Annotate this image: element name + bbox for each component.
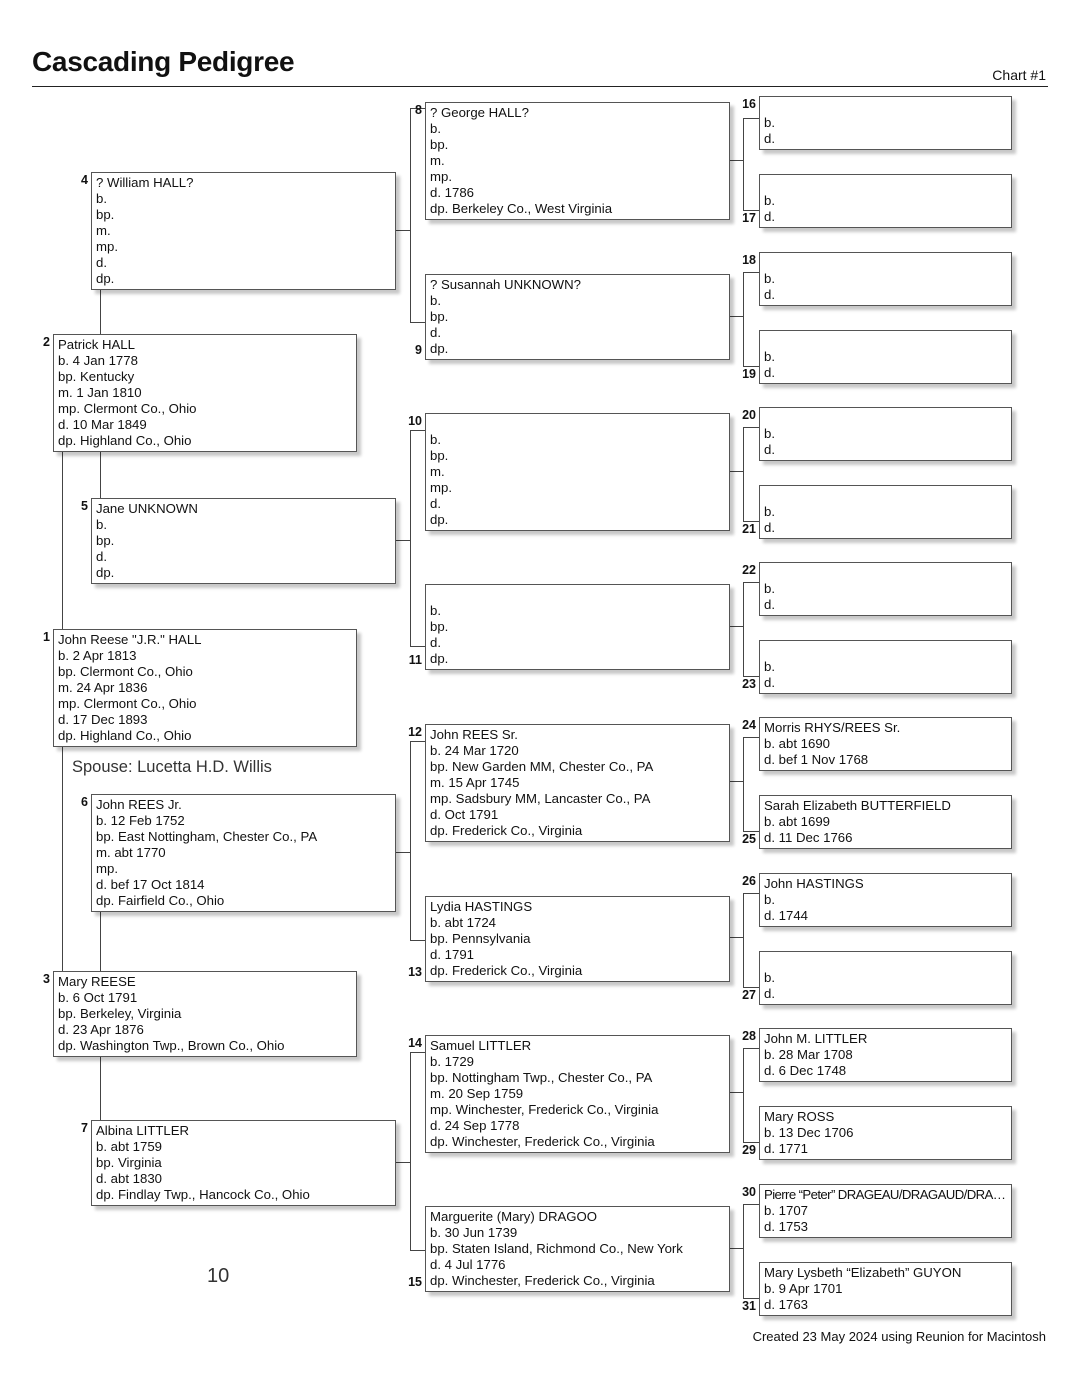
person-detail: b. 12 Feb 1752 bbox=[96, 813, 185, 828]
connector-line bbox=[100, 912, 101, 971]
person-box-28 bbox=[759, 1028, 1012, 1082]
person-detail: b. 28 Mar 1708 bbox=[764, 1047, 853, 1062]
person-number: 31 bbox=[742, 1299, 756, 1313]
person-detail: dp. Washington Twp., Brown Co., Ohio bbox=[58, 1038, 285, 1053]
person-name: Lydia HASTINGS bbox=[430, 899, 533, 914]
person-detail: b. bbox=[96, 517, 107, 532]
person-name: ? Susannah UNKNOWN? bbox=[430, 277, 581, 292]
chart-number: Chart #1 bbox=[992, 67, 1046, 83]
person-detail: dp. Berkeley Co., West Virginia bbox=[430, 201, 613, 216]
person-detail: d. bbox=[764, 209, 775, 224]
person-name: John Reese "J.R." HALL bbox=[58, 632, 202, 647]
person-detail: mp. Winchester, Frederick Co., Virginia bbox=[430, 1102, 659, 1117]
connector-line bbox=[743, 272, 759, 273]
person-detail: d. 10 Mar 1849 bbox=[58, 417, 147, 432]
person-detail: d. abt 1830 bbox=[96, 1171, 162, 1186]
person-detail: b. abt 1690 bbox=[764, 736, 830, 751]
person-name: ? George HALL? bbox=[430, 105, 529, 120]
person-number: 12 bbox=[408, 725, 422, 739]
person-number: 2 bbox=[43, 335, 50, 349]
person-number: 24 bbox=[742, 718, 756, 732]
person-number: 25 bbox=[742, 832, 756, 846]
person-box-23 bbox=[759, 640, 1012, 694]
person-detail: m. abt 1770 bbox=[96, 845, 166, 860]
person-detail: d. 1763 bbox=[764, 1297, 808, 1312]
person-detail: d. 23 Apr 1876 bbox=[58, 1022, 144, 1037]
person-name bbox=[764, 177, 1007, 193]
header-rule bbox=[32, 86, 1048, 87]
person-detail: bp. Pennsylvania bbox=[430, 931, 531, 946]
person-detail: mp. bbox=[96, 861, 118, 876]
connector-line bbox=[410, 322, 425, 323]
connector-line bbox=[743, 582, 759, 583]
person-box-18 bbox=[759, 252, 1012, 306]
connector-line bbox=[396, 1162, 410, 1163]
person-box-24 bbox=[759, 717, 1012, 771]
person-detail: dp. bbox=[96, 565, 115, 580]
person-number: 30 bbox=[742, 1185, 756, 1199]
person-number: 28 bbox=[742, 1029, 756, 1043]
person-detail: d. bbox=[764, 442, 775, 457]
person-box-6 bbox=[91, 794, 396, 912]
person-box-1 bbox=[53, 629, 357, 747]
person-detail: dp. Fairfield Co., Ohio bbox=[96, 893, 225, 908]
person-detail: b. 30 Jun 1739 bbox=[430, 1225, 518, 1240]
connector-line bbox=[729, 1248, 743, 1249]
person-box-4 bbox=[91, 172, 396, 290]
person-detail: d. bbox=[430, 325, 441, 340]
person-detail: d. bef 1 Nov 1768 bbox=[764, 752, 869, 767]
person-detail: d. bbox=[430, 635, 441, 650]
connector-line bbox=[396, 230, 410, 231]
person-name: Mary ROSS bbox=[764, 1109, 835, 1124]
connector-line bbox=[410, 1052, 425, 1053]
person-detail: dp. Winchester, Frederick Co., Virginia bbox=[430, 1273, 655, 1288]
person-number: 1 bbox=[43, 630, 50, 644]
person-detail: bp. Kentucky bbox=[58, 369, 135, 384]
person-detail: dp. Frederick Co., Virginia bbox=[430, 823, 583, 838]
connector-line bbox=[62, 747, 63, 971]
person-detail: m. bbox=[430, 464, 445, 479]
connector-line bbox=[743, 737, 744, 831]
person-box-10 bbox=[425, 413, 730, 531]
person-detail: d. 1753 bbox=[764, 1219, 808, 1234]
person-number: 5 bbox=[81, 499, 88, 513]
person-box-22 bbox=[759, 562, 1012, 616]
person-detail: d. 11 Dec 1766 bbox=[764, 830, 853, 845]
person-detail: d. bbox=[764, 365, 775, 380]
person-number: 20 bbox=[742, 408, 756, 422]
person-number: 21 bbox=[742, 522, 756, 536]
person-detail: d. 17 Dec 1893 bbox=[58, 712, 148, 727]
person-box-8 bbox=[425, 102, 730, 220]
person-detail: b. bbox=[764, 349, 775, 364]
person-name: Pierre “Peter” DRAGEAU/DRAGAUD/DRA… bbox=[764, 1187, 1006, 1202]
person-detail: bp. bbox=[96, 207, 115, 222]
connector-line bbox=[396, 852, 410, 853]
connector-line bbox=[410, 1052, 411, 1250]
person-box-5 bbox=[91, 498, 396, 584]
person-detail: d. 1771 bbox=[764, 1141, 808, 1156]
connector-line bbox=[100, 452, 101, 498]
person-detail: d. 1786 bbox=[430, 185, 474, 200]
connector-line bbox=[729, 1092, 743, 1093]
connector-line bbox=[396, 540, 410, 541]
person-number: 4 bbox=[81, 173, 88, 187]
person-detail: bp. bbox=[430, 137, 449, 152]
connector-line bbox=[743, 427, 744, 521]
connector-line bbox=[410, 1250, 425, 1251]
person-detail: d. 4 Jul 1776 bbox=[430, 1257, 506, 1272]
connector-line bbox=[100, 290, 101, 334]
connector-line bbox=[729, 316, 743, 317]
connector-line bbox=[410, 646, 425, 647]
person-detail: d. bbox=[764, 597, 775, 612]
person-box-3 bbox=[53, 971, 357, 1057]
person-name: Patrick HALL bbox=[58, 337, 135, 352]
person-number: 8 bbox=[415, 103, 422, 117]
person-number: 22 bbox=[742, 563, 756, 577]
connector-line bbox=[410, 430, 425, 431]
person-name bbox=[764, 410, 1007, 426]
person-detail: b. 1707 bbox=[764, 1203, 808, 1218]
person-detail: mp. Clermont Co., Ohio bbox=[58, 401, 197, 416]
person-detail: b. bbox=[764, 581, 775, 596]
person-detail: m. 24 Apr 1836 bbox=[58, 680, 148, 695]
person-number: 29 bbox=[742, 1143, 756, 1157]
person-name: ? William HALL? bbox=[96, 175, 194, 190]
person-name bbox=[430, 587, 725, 603]
person-box-13 bbox=[425, 896, 730, 982]
person-name bbox=[764, 643, 1007, 659]
person-detail: bp. Clermont Co., Ohio bbox=[58, 664, 193, 679]
person-number: 16 bbox=[742, 97, 756, 111]
person-name bbox=[764, 565, 1007, 581]
connector-line bbox=[729, 937, 743, 938]
person-detail: mp. bbox=[430, 480, 452, 495]
person-detail: m. 15 Apr 1745 bbox=[430, 775, 520, 790]
person-detail: dp. Winchester, Frederick Co., Virginia bbox=[430, 1134, 655, 1149]
person-detail: d. 24 Sep 1778 bbox=[430, 1118, 520, 1133]
person-detail: d. bbox=[96, 549, 107, 564]
person-detail: bp. bbox=[430, 619, 449, 634]
person-box-31 bbox=[759, 1262, 1012, 1316]
connector-line bbox=[743, 893, 759, 894]
connector-line bbox=[743, 1048, 744, 1142]
person-detail: dp. Frederick Co., Virginia bbox=[430, 963, 583, 978]
person-box-9 bbox=[425, 274, 730, 360]
person-detail: m. 20 Sep 1759 bbox=[430, 1086, 524, 1101]
person-detail: bp. bbox=[96, 533, 115, 548]
person-box-15 bbox=[425, 1206, 730, 1292]
person-name: Sarah Elizabeth BUTTERFIELD bbox=[764, 798, 951, 813]
person-detail: mp. Sadsbury MM, Lancaster Co., PA bbox=[430, 791, 651, 806]
person-box-20 bbox=[759, 407, 1012, 461]
person-detail: d. bbox=[96, 255, 107, 270]
person-detail: b. bbox=[764, 271, 775, 286]
person-box-21 bbox=[759, 485, 1012, 539]
person-detail: m. bbox=[430, 153, 445, 168]
person-detail: d. bbox=[764, 287, 775, 302]
person-box-11 bbox=[425, 584, 730, 670]
person-detail: b. bbox=[764, 659, 775, 674]
person-detail: dp. bbox=[430, 341, 449, 356]
connector-line bbox=[410, 741, 411, 940]
connector-line bbox=[743, 893, 744, 987]
person-detail: dp. bbox=[430, 651, 449, 666]
person-box-17 bbox=[759, 174, 1012, 228]
person-name bbox=[764, 333, 1007, 349]
person-box-16 bbox=[759, 96, 1012, 150]
person-detail: bp. New Garden MM, Chester Co., PA bbox=[430, 759, 654, 774]
person-name bbox=[764, 255, 1007, 271]
person-detail: d. bef 17 Oct 1814 bbox=[96, 877, 205, 892]
person-detail: b. bbox=[96, 191, 107, 206]
connector-line bbox=[743, 118, 744, 210]
connector-line bbox=[729, 471, 743, 472]
person-detail: d. Oct 1791 bbox=[430, 807, 499, 822]
person-detail: bp. Berkeley, Virginia bbox=[58, 1006, 182, 1021]
person-number: 17 bbox=[742, 211, 756, 225]
person-detail: b. abt 1699 bbox=[764, 814, 830, 829]
person-detail: b. 6 Oct 1791 bbox=[58, 990, 138, 1005]
connector-line bbox=[743, 1204, 744, 1298]
person-box-14 bbox=[425, 1035, 730, 1153]
person-number: 7 bbox=[81, 1121, 88, 1135]
person-detail: d. 1791 bbox=[430, 947, 474, 962]
person-detail: d. bbox=[764, 986, 775, 1001]
person-name: Morris RHYS/REES Sr. bbox=[764, 720, 901, 735]
person-detail: dp. Highland Co., Ohio bbox=[58, 728, 192, 743]
person-name bbox=[764, 954, 1007, 970]
person-box-19 bbox=[759, 330, 1012, 384]
person-name bbox=[430, 416, 725, 432]
person-detail: b. 24 Mar 1720 bbox=[430, 743, 519, 758]
person-detail: dp. bbox=[430, 512, 449, 527]
person-detail: mp. Clermont Co., Ohio bbox=[58, 696, 197, 711]
person-detail: d. 1744 bbox=[764, 908, 808, 923]
person-box-2 bbox=[53, 334, 357, 452]
person-box-29 bbox=[759, 1106, 1012, 1160]
person-detail: mp. bbox=[430, 169, 452, 184]
person-number: 19 bbox=[742, 367, 756, 381]
connector-line bbox=[410, 940, 425, 941]
page-title: Cascading Pedigree bbox=[32, 46, 295, 77]
person-box-7 bbox=[91, 1120, 396, 1206]
person-number: 13 bbox=[408, 965, 422, 979]
person-name: Mary Lysbeth “Elizabeth” GUYON bbox=[764, 1265, 962, 1280]
person-detail: b. 2 Apr 1813 bbox=[58, 648, 137, 663]
person-detail: b. 1729 bbox=[430, 1054, 474, 1069]
person-detail: b. abt 1759 bbox=[96, 1139, 162, 1154]
person-detail: bp. bbox=[430, 448, 449, 463]
connector-line bbox=[100, 1057, 101, 1120]
person-detail: d. bbox=[430, 496, 441, 511]
person-detail: dp. Highland Co., Ohio bbox=[58, 433, 192, 448]
person-name: John REES Jr. bbox=[96, 797, 182, 812]
person-detail: bp. Nottingham Twp., Chester Co., PA bbox=[430, 1070, 653, 1085]
person-detail: m. 1 Jan 1810 bbox=[58, 385, 142, 400]
person-detail: dp. Findlay Twp., Hancock Co., Ohio bbox=[96, 1187, 310, 1202]
person-detail: b. 9 Apr 1701 bbox=[764, 1281, 843, 1296]
person-number: 6 bbox=[81, 795, 88, 809]
person-number: 18 bbox=[742, 253, 756, 267]
connector-line bbox=[729, 781, 743, 782]
person-detail: mp. bbox=[96, 239, 118, 254]
person-detail: b. bbox=[764, 970, 775, 985]
connector-line bbox=[743, 1204, 759, 1205]
person-name bbox=[764, 488, 1007, 504]
person-name: John REES Sr. bbox=[430, 727, 518, 742]
person-name: John HASTINGS bbox=[764, 876, 864, 891]
person-box-12 bbox=[425, 724, 730, 842]
person-detail: b. bbox=[764, 426, 775, 441]
person-box-30 bbox=[759, 1184, 1012, 1238]
person-detail: b. bbox=[430, 603, 441, 618]
connector-line bbox=[743, 118, 759, 119]
person-box-26 bbox=[759, 873, 1012, 927]
person-name: John M. LITTLER bbox=[764, 1031, 868, 1046]
person-detail: b. bbox=[430, 432, 441, 447]
connector-line bbox=[62, 452, 63, 629]
person-name bbox=[764, 99, 1007, 115]
person-number: 23 bbox=[742, 677, 756, 691]
connector-line bbox=[743, 582, 744, 676]
person-box-27 bbox=[759, 951, 1012, 1005]
person-number: 11 bbox=[408, 653, 422, 667]
person-detail: b. bbox=[430, 293, 441, 308]
connector-line bbox=[729, 160, 743, 161]
person-detail: b. bbox=[764, 892, 775, 907]
person-detail: b. bbox=[764, 504, 775, 519]
person-name: Mary REESE bbox=[58, 974, 136, 989]
person-number: 10 bbox=[408, 414, 422, 428]
person-detail: d. bbox=[764, 131, 775, 146]
person-name: Jane UNKNOWN bbox=[96, 501, 198, 516]
person-number: 27 bbox=[742, 988, 756, 1002]
connector-line bbox=[743, 737, 759, 738]
person-detail: dp. bbox=[96, 271, 115, 286]
person-detail: bp. East Nottingham, Chester Co., PA bbox=[96, 829, 318, 844]
connector-line bbox=[410, 741, 425, 742]
connector-line bbox=[410, 430, 411, 646]
person-detail: b. 4 Jan 1778 bbox=[58, 353, 138, 368]
person-number: 15 bbox=[408, 1275, 422, 1289]
person-detail: b. abt 1724 bbox=[430, 915, 496, 930]
person-detail: d. bbox=[764, 675, 775, 690]
connector-line bbox=[743, 427, 759, 428]
person-detail: d. bbox=[764, 520, 775, 535]
connector-line bbox=[729, 626, 743, 627]
page-number: 10 bbox=[207, 1265, 230, 1287]
person-name: Marguerite (Mary) DRAGOO bbox=[430, 1209, 598, 1224]
person-detail: bp. Virginia bbox=[96, 1155, 162, 1170]
person-box-25 bbox=[759, 795, 1012, 849]
person-number: 14 bbox=[408, 1036, 422, 1050]
person-detail: b. bbox=[764, 193, 775, 208]
person-detail: bp. bbox=[430, 309, 449, 324]
person-number: 3 bbox=[43, 972, 50, 986]
person-detail: bp. Staten Island, Richmond Co., New York bbox=[430, 1241, 683, 1256]
connector-line bbox=[410, 108, 411, 322]
spouse-line: Spouse: Lucetta H.D. Willis bbox=[72, 758, 272, 776]
person-name: Samuel LITTLER bbox=[430, 1038, 532, 1053]
person-detail: b. 13 Dec 1706 bbox=[764, 1125, 854, 1140]
person-detail: b. bbox=[764, 115, 775, 130]
person-detail: d. 6 Dec 1748 bbox=[764, 1063, 847, 1078]
person-name: Albina LITTLER bbox=[96, 1123, 190, 1138]
person-number: 26 bbox=[742, 874, 756, 888]
connector-line bbox=[743, 1048, 759, 1049]
person-detail: b. bbox=[430, 121, 441, 136]
person-detail: m. bbox=[96, 223, 111, 238]
footer-credit: Created 23 May 2024 using Reunion for Macintosh bbox=[752, 1329, 1046, 1344]
connector-line bbox=[743, 272, 744, 366]
person-number: 9 bbox=[415, 343, 422, 357]
